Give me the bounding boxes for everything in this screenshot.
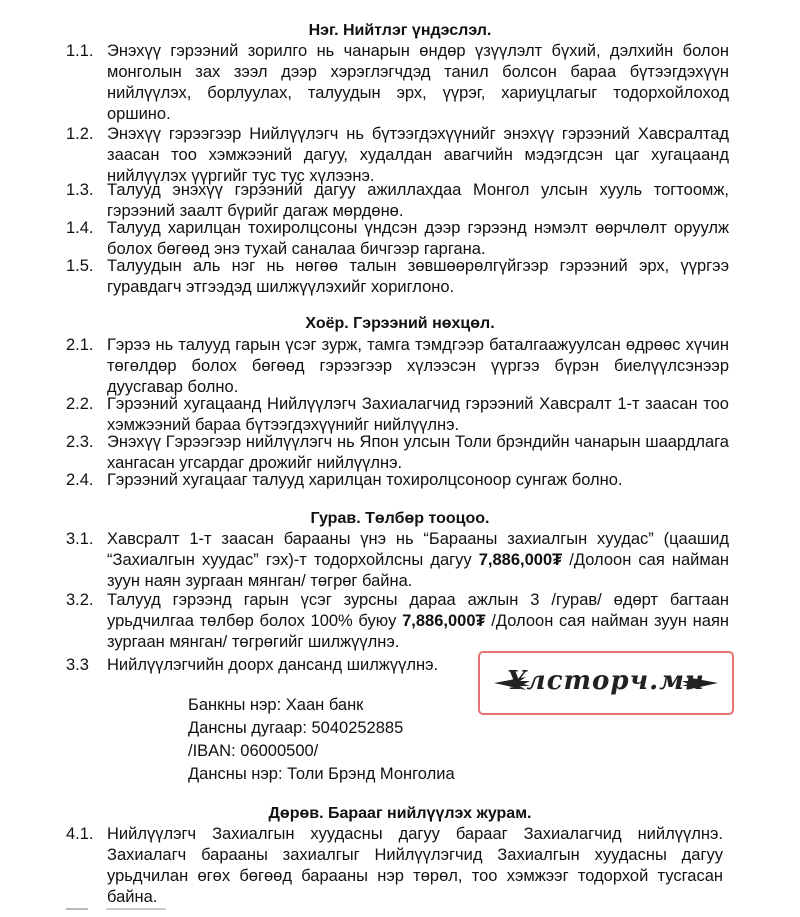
clause-number: 1.3. [66, 181, 94, 199]
clause-text: Энэхүү гэрээгээр Нийлүүлэгч нь бүтээгдэхүүнийг энэхүү гэрээний Хавсралтад заасан тоо хэмжээний дагуу, худалдан авагчийн мэдэгдсэн цаг хугацаанд нийлүүлэх үүргийг тус тус хүлээнэ. [107, 125, 729, 185]
clause-text: Талууд харилцан тохиролцсоны үндсэн дээр гэрээнд нэмэлт өөрчлөлт оруулж болох бөгөөд энэ тухай саналаа бичгээр гаргана. [107, 219, 729, 258]
payment-amount: 7,886,000₮ [402, 612, 486, 630]
section-3-title: Гурав. Төлбөр тооцоо. [310, 510, 490, 527]
clause-text: Нийлүүлэгч Захиалгын хуудасны дагуу барааг Захиалагчид нийлүүлнэ. Захиалагч барааны захиалгыг Нийлүүлэгчид Захиалгын хуудасны дагуу урьдчилан өгөх бөгөөд барааны нэр төрөл, тоо хэмжээг тодорхой тусгасан байна. [107, 825, 723, 906]
account-name: Дансны нэр: Толи Брэнд Монголиа [188, 765, 455, 783]
clause-number: 2.1. [66, 336, 94, 354]
clause-text: Хавсралт 1-т заасан барааны үнэ нь “Барааны захиалгын хуудас” (цаашид “Захиалгын хуудас” гэх)-т тодорхойлсны дагуу 7,886,000₮ /Долоон сая найман зуун наян зургаан мянган/ төгрөг байна. [107, 530, 730, 590]
watermark-logo [478, 651, 734, 715]
section-2-title: Хоёр. Гэрээний нөхцөл. [305, 315, 495, 332]
clause-number: 1.1. [66, 42, 94, 60]
clause-number: 3.3 [66, 656, 89, 674]
payment-amount: 7,886,000₮ [478, 551, 563, 569]
cut-off-next-line [66, 899, 266, 905]
section-4-title: Дөрөв. Барааг нийлүүлэх журам. [268, 805, 532, 822]
clause-text: Нийлүүлэгчийн доорх дансанд шилжүүлнэ. [107, 656, 439, 674]
clause-number: 3.2. [66, 591, 94, 609]
clause-text: Талуудын аль нэг нь нөгөө талын зөвшөөрөлгүйгээр гэрээний эрх, үүргээ гуравдагч этгээдэд шилжүүлэхийг хориглоно. [107, 257, 729, 296]
clause-text: Талууд гэрээнд гарын үсэг зурсны дараа ажлын 3 /гурав/ өдөрт багтаан урьдчилгаа төлбөр болох 100% буюу 7,886,000₮ /Долоон сая найман зуун наян зургаан мянган/ төгрөгийг шилжүүлнэ. [107, 591, 729, 651]
account-number: Дансны дугаар: 5040252885 [188, 719, 404, 737]
clause-number: 4.1. [66, 825, 94, 843]
clause-number: 2.4. [66, 471, 94, 489]
clause-text: Талууд энэхүү гэрээний дагуу ажиллахдаа Монгол улсын хууль тогтоомж, гэрээний заалт бүрийг дагаж мөрдөнө. [107, 181, 729, 220]
clause-number: 1.2. [66, 125, 94, 143]
clause-text: Гэрээ нь талууд гарын үсэг зурж, тамга тэмдгээр баталгаажуулсан өдрөөс хүчин төгөлдөр болох бөгөөд гэрээгээр хүлээсэн үүргээ бүрэн биелүүлсэнээр дуусгавар болно. [107, 336, 729, 396]
clause-number: 1.5. [66, 257, 94, 275]
section-1-title: Нэг. Нийтлэг үндэслэл. [308, 22, 492, 39]
clause-text: Гэрээний хугацааг талууд харилцан тохиролцсоноор сунгаж болно. [107, 471, 623, 489]
clause-text: Гэрээний хугацаанд Нийлүүлэгч Захиалагчид гэрээний Хавсралт 1-т заасан тоо хэмжээний бараа бүтээгдэхүүнийг нийлүүлнэ. [107, 395, 729, 434]
clause-number: 2.3. [66, 433, 94, 451]
iban: /IBAN: 06000500/ [188, 742, 319, 760]
bank-name: Банкны нэр: Хаан банк [188, 696, 364, 714]
clause-number: 1.4. [66, 219, 94, 237]
clause-text: Энэхүү Гэрээгээр нийлүүлэгч нь Япон улсын Толи брэндийн чанарын шаардлага хангасан угсардаг дрожийг нийлүүлнэ. [107, 433, 729, 472]
clause-number: 3.1. [66, 530, 94, 548]
watermark-text: Үлсторч.мн [507, 666, 705, 696]
clause-number: 2.2. [66, 395, 94, 413]
clause-text: Энэхүү гэрээний зорилго нь чанарын өндөр үзүүлэлт бүхий, дэлхийн болон монголын зах зээл дээр хэрэглэгчдэд танил болсон бараа бүтээгдэхүүн нийлүүлэх, борлуулах, талуудын эрх, үүрэг, хариуцлагыг тодорхойлоход оршино. [107, 42, 729, 123]
